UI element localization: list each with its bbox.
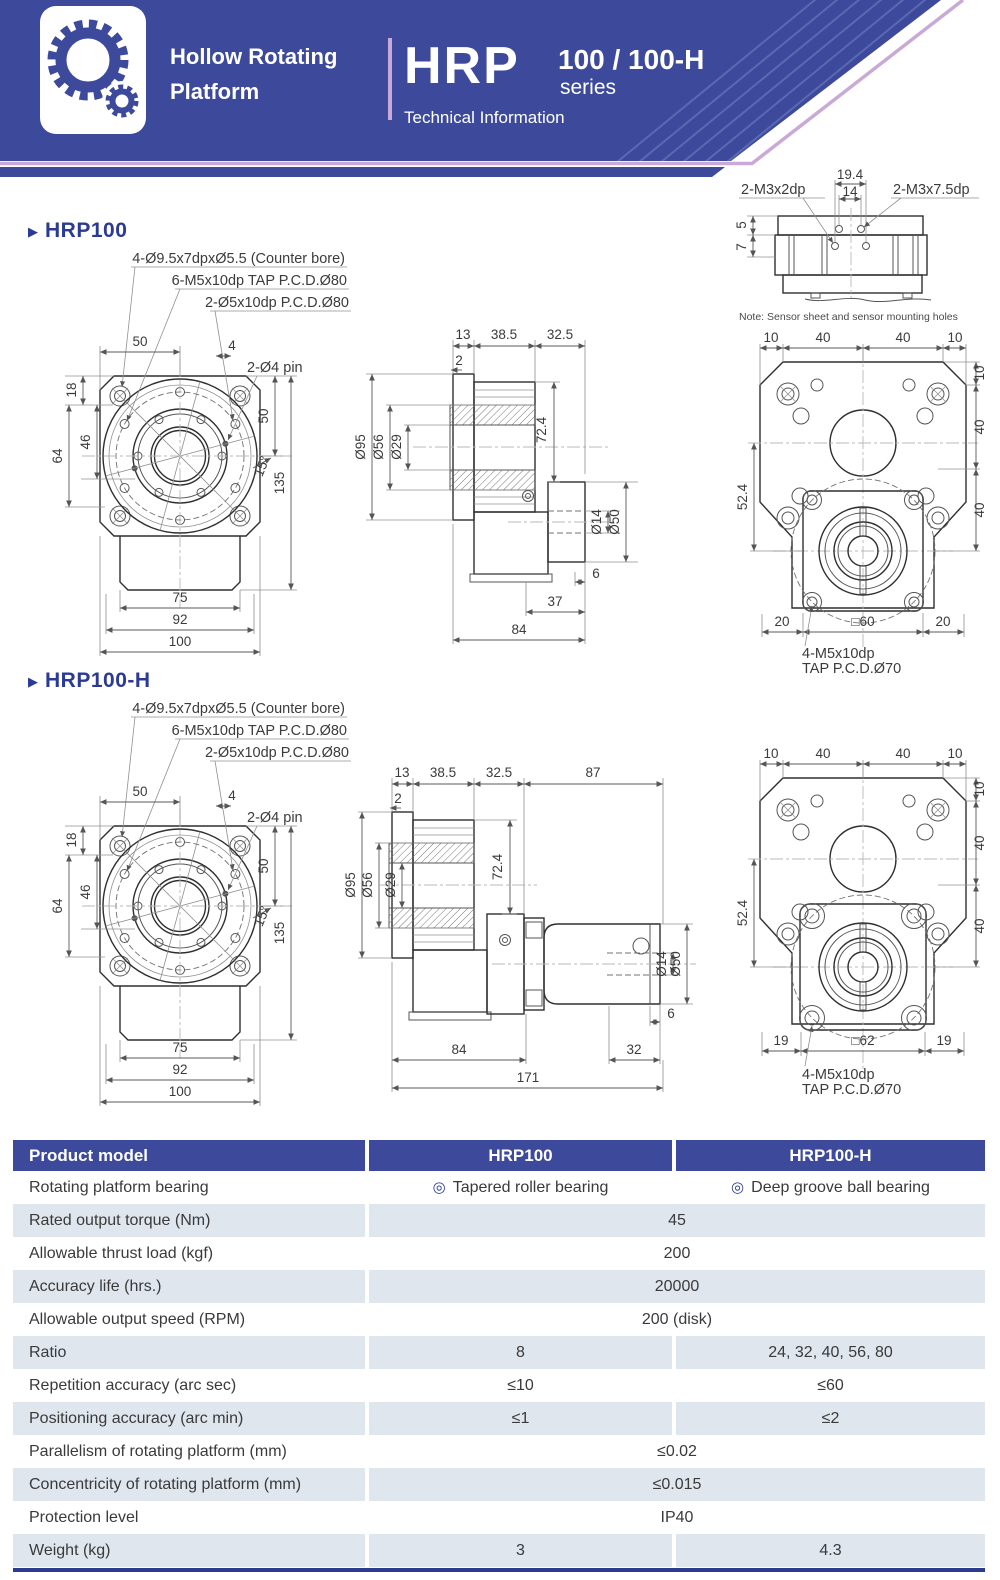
dim-52-4: 52.4 <box>735 483 750 511</box>
cell-value-span: IP40 <box>369 1501 985 1534</box>
repetition-hrp100: ≤10 <box>369 1369 676 1402</box>
positioning-hrp100h: ≤2 <box>676 1402 985 1435</box>
dim-10-tl: 10 <box>763 330 779 345</box>
front-geometry <box>82 808 292 1058</box>
dim-50-right: 50 <box>256 408 271 424</box>
front-dimensions <box>50 251 351 656</box>
sensor-geometry <box>775 208 931 302</box>
repetition-hrp100h: ≤60 <box>676 1369 985 1402</box>
dim-10-tr: 10 <box>947 330 963 345</box>
hrp100h-rear-view <box>735 746 990 1100</box>
dim-135: 135 <box>272 921 287 945</box>
dim-14: 14 <box>842 184 858 199</box>
header-divider <box>388 38 392 120</box>
page-header <box>0 0 1000 180</box>
cell-value <box>676 1171 985 1204</box>
dim-87: 87 <box>585 765 601 780</box>
dim-4: 4 <box>228 788 236 803</box>
dim-19-l: 19 <box>773 1033 789 1048</box>
callout-counter-bore: 4-Ø9.5x7dpxØ5.5 (Counter bore) <box>132 251 345 267</box>
model-title: HRP <box>404 37 520 95</box>
dim-10-r: 10 <box>972 781 987 797</box>
dim-64: 64 <box>50 448 65 464</box>
row-concentricity <box>13 1468 985 1501</box>
section-title-hrp100 <box>28 219 127 243</box>
rear-geometry <box>748 348 978 650</box>
col-header-hrp100: HRP100 <box>369 1140 676 1171</box>
cell-value-span: 45 <box>369 1204 985 1237</box>
dim-32-5: 32.5 <box>546 327 574 342</box>
dim-135: 135 <box>272 471 287 495</box>
weight-hrp100: 3 <box>369 1534 676 1567</box>
dim-171: 171 <box>516 1070 540 1085</box>
header-lower-stripe <box>0 167 725 177</box>
dim-40-tr: 40 <box>895 330 911 345</box>
dim-2: 2 <box>394 791 402 806</box>
dim-10-tr: 10 <box>947 746 963 761</box>
dim-13: 13 <box>394 765 410 780</box>
dim-72-4: 72.4 <box>534 416 549 444</box>
row-label: Protection level <box>13 1501 369 1534</box>
brand-title-line2: Platform <box>170 79 260 104</box>
dim-o29: Ø29 <box>383 872 398 898</box>
section-title-hrp100h <box>28 669 151 693</box>
cell-value-span: 200 <box>369 1237 985 1270</box>
dim-10-tl: 10 <box>763 746 779 761</box>
ratio-hrp100h: 24, 32, 40, 56, 80 <box>676 1336 985 1369</box>
dim-38-5: 38.5 <box>429 765 457 780</box>
bearing-hrp100h: Deep groove ball bearing <box>751 1179 930 1196</box>
row-repetition <box>13 1369 985 1402</box>
dim-7: 7 <box>734 243 749 251</box>
row-label: Accuracy life (hrs.) <box>13 1270 369 1303</box>
row-accuracy-life <box>13 1270 985 1303</box>
dim-38-5: 38.5 <box>490 327 518 342</box>
callout-m3x75dp: 2-M3x7.5dp <box>893 182 970 198</box>
section-title-text: HRP100 <box>45 219 128 242</box>
dim-37: 37 <box>547 594 563 609</box>
row-label: Positioning accuracy (arc min) <box>13 1402 369 1435</box>
dim-50-top: 50 <box>132 334 148 349</box>
spec-table <box>13 1140 985 1572</box>
dim-o50: Ø50 <box>668 951 683 977</box>
dim-46: 46 <box>78 434 93 450</box>
dim-32-5: 32.5 <box>485 765 513 780</box>
series-label: series <box>560 76 617 99</box>
dim-40-r2: 40 <box>972 502 987 518</box>
dim-13: 13 <box>455 327 471 342</box>
row-label: Weight (kg) <box>13 1534 369 1567</box>
dim-100: 100 <box>168 1084 192 1099</box>
dim-50-right: 50 <box>256 858 271 874</box>
dim-o14: Ø14 <box>589 509 604 535</box>
callout-m3x2dp: 2-M3x2dp <box>741 182 806 198</box>
dim-15deg: 15° <box>251 454 273 479</box>
spec-table-header <box>13 1140 985 1171</box>
table-bottom-rule <box>13 1568 985 1572</box>
double-circle-icon: ◎ <box>432 1179 446 1196</box>
dim-19-r: 19 <box>936 1033 952 1048</box>
callout-6-m5-tap: 6-M5x10dp TAP P.C.D.Ø80 <box>171 273 347 289</box>
dim-6: 6 <box>667 1006 675 1021</box>
model-variant: 100 / 100-H <box>558 44 705 75</box>
row-bearing <box>13 1171 985 1204</box>
dim-10-r: 10 <box>972 365 987 381</box>
rear-dimensions <box>735 330 987 677</box>
hrp100h-front-view <box>25 696 360 1116</box>
dim-92: 92 <box>172 612 188 627</box>
callout-4m5-line2: TAP P.C.D.Ø70 <box>802 661 902 677</box>
rear-geometry <box>748 764 978 1070</box>
double-circle-icon: ◎ <box>731 1179 745 1196</box>
triangle-marker-icon: ▶ <box>28 673 38 689</box>
row-positioning <box>13 1402 985 1435</box>
triangle-marker-icon: ▶ <box>28 223 38 239</box>
col-header-hrp100h: HRP100-H <box>676 1140 985 1171</box>
cell-value-span: 200 (disk) <box>369 1303 985 1336</box>
technical-information-label: Technical Information <box>404 108 565 127</box>
cell-value <box>369 1171 676 1204</box>
row-label: Rotating platform bearing <box>13 1171 369 1204</box>
row-label: Concentricity of rotating platform (mm) <box>13 1468 369 1501</box>
dim-40-tr: 40 <box>895 746 911 761</box>
dim-sq60: □60 <box>851 614 875 629</box>
dim-19-4: 19.4 <box>836 167 864 182</box>
hrp100h-side-view <box>343 762 700 1110</box>
dim-o95: Ø95 <box>343 872 358 898</box>
dim-18: 18 <box>64 382 79 398</box>
callout-counter-bore: 4-Ø9.5x7dpxØ5.5 (Counter bore) <box>132 701 345 717</box>
dim-75: 75 <box>172 1040 188 1055</box>
callout-6-m5-tap: 6-M5x10dp TAP P.C.D.Ø80 <box>171 723 347 739</box>
dim-40-tl: 40 <box>815 746 831 761</box>
side-geometry <box>380 812 696 1020</box>
weight-hrp100h: 4.3 <box>676 1534 985 1567</box>
dim-o50: Ø50 <box>607 509 622 535</box>
dim-sq62: □62 <box>851 1033 875 1048</box>
callout-4m5-line1: 4-M5x10dp <box>802 1067 875 1083</box>
dim-75: 75 <box>172 590 188 605</box>
section-title-text: HRP100-H <box>45 669 151 692</box>
dim-15deg: 15° <box>251 904 273 929</box>
dim-4: 4 <box>228 338 236 353</box>
row-torque <box>13 1204 985 1237</box>
side-dimensions <box>343 765 693 1092</box>
row-output-speed <box>13 1303 985 1336</box>
hrp100-front-view <box>25 246 360 666</box>
dim-52-4: 52.4 <box>735 899 750 927</box>
dim-o56: Ø56 <box>360 872 375 898</box>
sensor-note: Note: Sensor sheet and sensor mounting holes <box>739 311 958 323</box>
row-label: Allowable output speed (RPM) <box>13 1303 369 1336</box>
positioning-hrp100: ≤1 <box>369 1402 676 1435</box>
row-parallelism <box>13 1435 985 1468</box>
dim-92: 92 <box>172 1062 188 1077</box>
row-label: Rated output torque (Nm) <box>13 1204 369 1237</box>
dim-100: 100 <box>168 634 192 649</box>
cell-value-span: ≤0.015 <box>369 1468 985 1501</box>
callout-4m5-line1: 4-M5x10dp <box>802 646 875 662</box>
dim-o29: Ø29 <box>389 434 404 460</box>
callout-4m5-line2: TAP P.C.D.Ø70 <box>802 1082 902 1098</box>
cell-value-span: 20000 <box>369 1270 985 1303</box>
row-protection <box>13 1501 985 1534</box>
dim-84: 84 <box>451 1042 467 1057</box>
dim-2: 2 <box>455 353 463 368</box>
row-label: Ratio <box>13 1336 369 1369</box>
dim-5: 5 <box>734 221 749 229</box>
hrp100-side-view <box>353 324 648 662</box>
dim-64: 64 <box>50 898 65 914</box>
row-weight <box>13 1534 985 1567</box>
dim-o95: Ø95 <box>353 434 368 460</box>
dim-20-l: 20 <box>774 614 790 629</box>
row-label: Repetition accuracy (arc sec) <box>13 1369 369 1402</box>
dim-20-r: 20 <box>935 614 951 629</box>
callout-2-o5-pcd: 2-Ø5x10dp P.C.D.Ø80 <box>204 295 349 311</box>
ratio-hrp100: 8 <box>369 1336 676 1369</box>
dim-o56: Ø56 <box>371 434 386 460</box>
row-label: Allowable thrust load (kgf) <box>13 1237 369 1270</box>
brand-title-line1: Hollow Rotating <box>170 44 338 69</box>
hrp100-rear-view <box>735 330 990 678</box>
callout-2-o5-pcd: 2-Ø5x10dp P.C.D.Ø80 <box>204 745 349 761</box>
callout-2-o4-pin: 2-Ø4 pin <box>247 360 303 376</box>
row-label: Parallelism of rotating platform (mm) <box>13 1435 369 1468</box>
cell-value-span: ≤0.02 <box>369 1435 985 1468</box>
dim-40-r1: 40 <box>972 419 987 435</box>
gear-logo <box>40 6 146 134</box>
sensor-detail-drawing <box>733 168 995 330</box>
dim-6: 6 <box>592 566 600 581</box>
dim-72-4: 72.4 <box>490 853 505 881</box>
dim-18: 18 <box>64 832 79 848</box>
rear-dimensions <box>735 746 987 1098</box>
dim-40-tl: 40 <box>815 330 831 345</box>
front-geometry <box>82 358 292 608</box>
front-dimensions <box>50 701 351 1106</box>
dim-o14: Ø14 <box>654 951 669 977</box>
dim-40-r2: 40 <box>972 918 987 934</box>
dim-50-top: 50 <box>132 784 148 799</box>
bearing-hrp100: Tapered roller bearing <box>452 1179 609 1196</box>
col-header-product-model: Product model <box>13 1140 369 1171</box>
callout-2-o4-pin: 2-Ø4 pin <box>247 810 303 826</box>
dim-46: 46 <box>78 884 93 900</box>
dim-32: 32 <box>626 1042 642 1057</box>
dim-40-r1: 40 <box>972 835 987 851</box>
sensor-dimensions <box>734 167 979 257</box>
row-ratio <box>13 1336 985 1369</box>
dim-84: 84 <box>511 622 527 637</box>
row-thrust <box>13 1237 985 1270</box>
